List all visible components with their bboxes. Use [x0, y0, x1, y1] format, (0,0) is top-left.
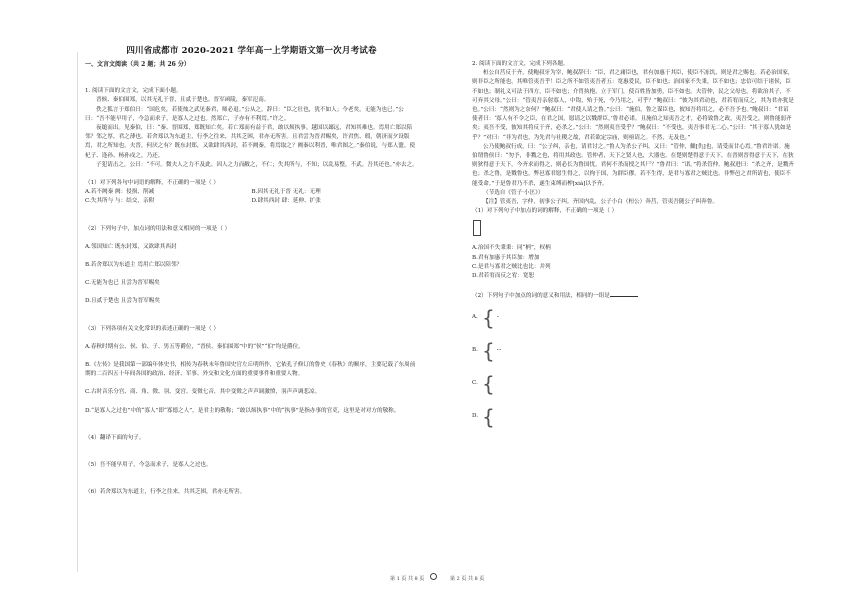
q2-sub2 [472, 290, 794, 301]
option-label: C. [472, 380, 478, 387]
q1-passage-p2: 佚之狐言于郑伯曰：“国危矣，若使烛之武见秦君，师必退。”公从之。辞曰：“臣之壮也，犹不如人；今老矣，无能为也已。”公曰：“吾不能早用子，今急而求子，是寡人之过也。然郑亡，子亦有不利焉。”许之。 [85, 106, 404, 122]
page-number-1: 第 1 页 共 8 页 [390, 576, 425, 582]
q2-passage-p1: 桓公自莒反于齐，使鲍叔牙为宰，鲍叔辞曰：“臣，君之庸臣也，君有加惠于其臣，使臣不冻饥，则是君之赐也。若必治国家，则非臣之所能也，其唯管夷吾乎！臣之所不如管夷吾者五：宽惠爱民，臣不如也；治国家不失秉，臣不如也；忠信可结于诸侯，臣不如也；制礼义可法于四方，臣不如也；介胄执枹，立于军门，使百姓皆加勇，臣不如也。夫管仲，民之父母也，将欲治其子，不可弃其父母。”公曰：“管夷吾亲射寡人，中钩，殆于死，今乃用之，可乎？”鲍叔曰：“彼为其君动也，君若宥而反之，其为君亦犹是也。”公曰：“然则为之奈何？”鲍叔曰：“君使人请之鲁。”公曰：“施伯，鲁之谋臣也，彼知吾将用之，必不吾予也。”鲍叔曰：“君诏使者曰：‘寡人有不令之臣，在君之国，愿请之以戮群臣。’鲁君必诺。且施伯之知夷吾之才，必将致鲁之政，夷吾受之，则鲁能弱齐矣；夷吾不受，彼知其将反于齐，必杀之。”公曰：“然则夷吾受乎？”鲍叔曰：“不受也，夷吾事君无二心。”公曰：“其于寡人犹如是乎？”对曰：“非为君也，为先君与社稷之故，君若欲定宗庙，则亟请之。不然，无及也。” [472, 70, 794, 141]
q1-sub2-opt-a[interactable]: A.邻国知亡 既东封郑，又欲肆其西封 [85, 243, 177, 250]
q2-sub1-opt-a[interactable]: A.治国不失秉秉：同“柄”，权柄 [472, 245, 551, 252]
q1-sub3-opt-d[interactable]: D.“是寡人之过也”中的“寡人”即“寡德之人”，是君主的敬称；“敢以烦执事”中的“执事”是指办事的官吏，这里是对对方的敬称。 [85, 407, 400, 414]
q2-sub2-opt-d[interactable] [472, 400, 794, 433]
answer-blank[interactable] [610, 290, 638, 297]
page-number-2: 第 2 页 共 8 页 [450, 576, 485, 582]
q1-sub3-opt-b[interactable]: B.《左传》是我国第一部编年体史书，相传为春秋末年鲁国史官左丘明所作，它依孔子修订的鲁史《春秋》的顺序，主要记载了东周前期的二百四五十年间各国的政治、经济、军事、外交和文化方面的重要事件和重要人物。 [85, 362, 416, 378]
brace-icon: { [482, 338, 495, 363]
q2-sub2-opt-b[interactable] [472, 334, 794, 367]
page-right [430, 0, 860, 608]
q2-sub2-opt-a[interactable] [472, 301, 794, 334]
option-label: D. [472, 413, 479, 420]
answer-box[interactable] [473, 220, 481, 236]
circle-icon [430, 573, 437, 580]
q1-passage-p1: 晋候、秦伯围郑，以其无礼于晋，且贰于楚也。晋军函陵，秦军氾南。 [96, 97, 270, 104]
option-label: B. [472, 347, 478, 354]
q1-sub2-opt-b[interactable]: B.若舍郑以为东道主 焉用亡郑以陪邻？ [85, 262, 183, 269]
q2-sub1-opt-c[interactable]: C.是君与寡君之贼比也比：并列 [472, 263, 551, 270]
q2-sub1-opt-b[interactable]: B.君有加惠于其臣加：增加 [472, 254, 540, 261]
q1-sub1-opt-d[interactable]: D.肆其西封 肆：延伸、扩张 [251, 198, 321, 205]
q1-intro: 1. 阅读下面的文言文，完成下面小题。 [85, 88, 182, 95]
q2-sub1-opt-d[interactable]: D.君若宥而反之宥：宽恕 [472, 273, 535, 280]
q2-source: （节选自《管子·小匡》） [483, 189, 544, 196]
q1-sub3-opt-a[interactable]: A.春秋时期有公、侯、伯、子、男五等爵位，“晋侯、秦伯围郑”中的“侯”“伯”均是爵位。 [85, 343, 304, 350]
q1-sub2-opt-c[interactable]: C.无能为也已 且尝为晋军赐矣 [85, 280, 160, 287]
q1-sub3-opt-c[interactable]: C.古时音乐分宫、商、角、徵、羽、变宫、变徵七音，其中变徵之声声调激愤，羽声声调悲凉。 [85, 389, 321, 396]
q1-sub2-opt-d[interactable]: D.且贰于楚也 且尝为晋军赐矣 [85, 298, 160, 305]
section-heading: 一、文言文阅读（共 2 题；共 26 分） [85, 61, 190, 68]
q1-sub6: （6）若舍郑以为东道主，行李之往来，共其乏困，君亦无所害。 [85, 489, 246, 496]
binding-line [77, 52, 78, 572]
brace-icon: { [482, 371, 495, 396]
q1-sub1-opt-a[interactable]: A.若不阙秦 阙：侵损、削减 [85, 189, 155, 196]
q1-sub2: （2）下列句子中，加点词的用法和意义相同的一项是（ ） [85, 225, 231, 232]
exam-title: 四川省成都市 2020-2021 学年高一上学期语文第一次月考试卷 [126, 46, 377, 56]
q2-note: 【注】管夷吾，字仲，初事公子纠。齐国内乱，公子小白（桓公）奔莒，管夷吾随公子纠奔鲁。 [483, 199, 718, 206]
q2-passage-p2: 公乃使鲍叔行成，曰：“公子纠，亲也，请君讨之。”鲁人为杀公子纠。又曰：“管仲，雠[仇]也，请受而甘心焉。”鲁君许诺。施伯谓鲁侯曰：“勿予，非戮之也，将用其政也。管仲者，天下之贤人也，大器也。在楚则楚得意于天下，在晋则晋得意于天下，在狄则狄得意于天下，今齐求而得之，则必长为鲁国忧。君何不杀而授之其尸？”鲁君曰：“诺。”将杀管仲。鲍叔进曰：“杀之齐，是戮齐也；杀之鲁，是戮鲁也。弊邑寡君愿生得之，以徇于国，为群臣僇。若不生得，是君与寡君之贼比也。非弊邑之君所请也，使臣不能受命。”于是鲁君乃不杀，遂生束缚而柙[xiá]以予齐。 [472, 143, 794, 187]
q1-sub1-opt-c[interactable]: C.失其所与 与：结交，亲附 [85, 198, 155, 205]
left-column [85, 60, 418, 497]
q1-sub3: （3）下列各项有关文化常识的表述正确的一项是（ ） [85, 325, 219, 332]
brace-icon: { [482, 305, 495, 330]
q1-sub5: （5）吾不能早用子，今急而求子，是寡人之过也。 [85, 462, 212, 469]
q1-sub4: （4）翻译下面的句子。 [85, 434, 145, 441]
option-label: A. [472, 314, 478, 321]
dot-mark-icon: ·· [496, 346, 502, 355]
q1-sub1: （1）对下列各句中词语的解释，不正确的一项是（ ） [85, 180, 219, 187]
dot-mark-icon: · [496, 313, 499, 322]
q2-sub2-text: （2）下列句子中加点的词的意义和用法，相同的一组是 [472, 293, 610, 300]
q2-intro: 2. 阅读下面的文言文，完成下列各题。 [472, 61, 569, 67]
q1-passage-p3: 夜缒而出。见秦伯，曰：“秦、晋围郑，郑既知亡矣。若亡郑而有益于君，敢以烦执事。越国以鄙远，君知其难也。焉用亡郑以陪邻？邻之厚，君之薄也。若舍郑以为东道主，行李之往来，共其乏困，君亦无所害。且君尝为晋君赐矣，许君焦、瑕，朝济而夕设版焉，君之所知也。夫晋，何厌之有？既东封郑，又欲肆其西封，若不阙秦，将焉取之？阙秦以利晋，唯君图之。”秦伯说，与郑人盟。使杞子、逢孙、杨孙戍之，乃还。 [85, 125, 416, 159]
q2-sub2-opt-c[interactable] [472, 367, 794, 400]
q2-sub1: （1）对下列句子中加点的词的解释，不正确的一项是（ ） [472, 208, 618, 215]
q1-sub1-opt-b[interactable]: B.因其无礼于晋 无礼：无理 [251, 189, 321, 196]
brace-icon: { [482, 404, 495, 429]
right-column [472, 60, 794, 433]
q1-passage-p4: 子犯请击之，公曰：“不可。微夫人之力不及此。因人之力而敝之，不仁；失其所与，不知；以乱易整，不武。吾其还也。”亦去之。 [96, 161, 418, 168]
